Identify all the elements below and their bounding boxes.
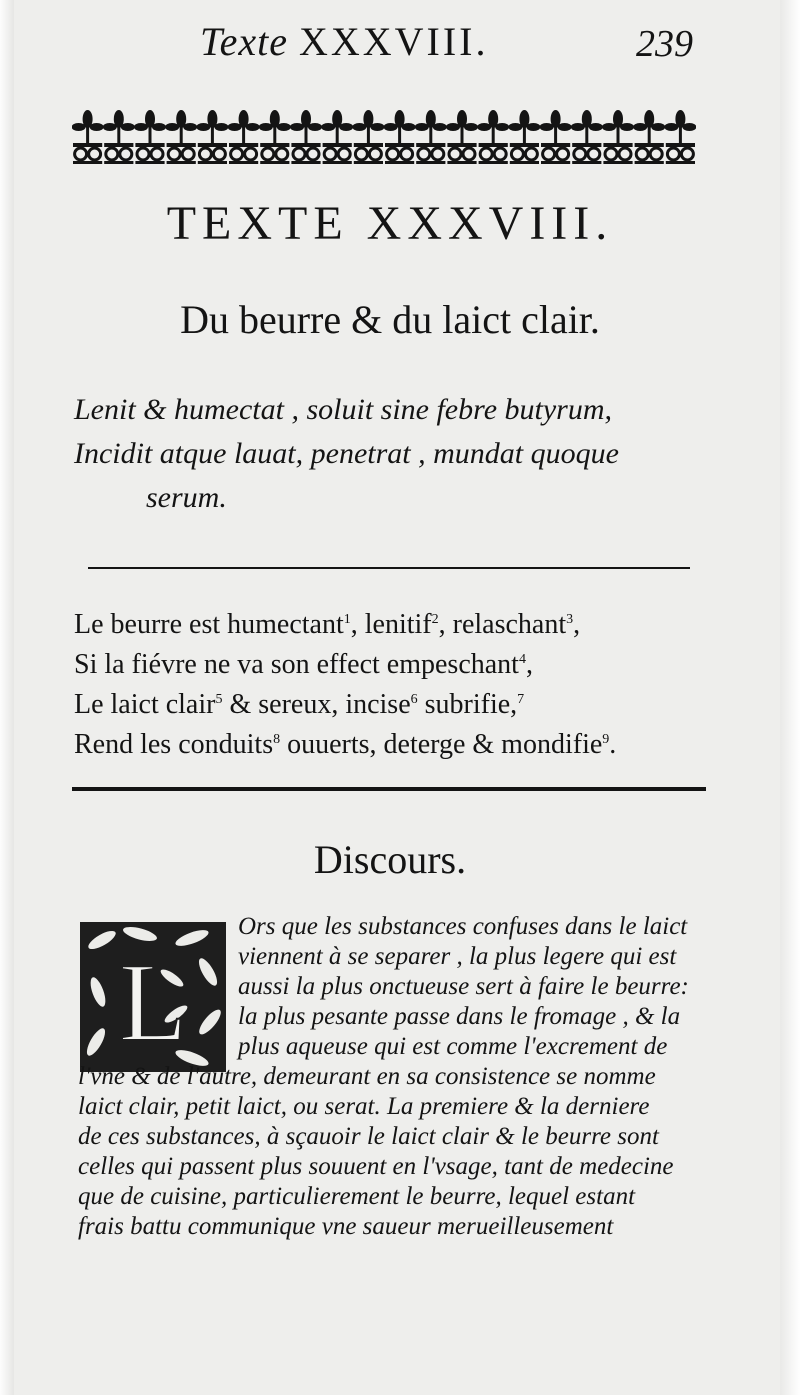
- divider-rule: [72, 787, 706, 791]
- body-line: Ors que les substances confuses dans le laict: [238, 913, 688, 940]
- fleuron-unit: [508, 110, 540, 164]
- footnote-ref: 1: [343, 612, 351, 627]
- footnote-ref: 2: [431, 612, 439, 627]
- french-verse-line: Si la fiévre ne va son effect empeschant$^4$,: [74, 649, 533, 680]
- divider-rule: [88, 567, 690, 569]
- page-title: TEXTE XXXVIII.: [166, 197, 614, 250]
- section-heading: Discours.: [313, 837, 467, 882]
- body-line: de ces substances, à sçauoir le laict clair & le beurre sont: [78, 1123, 659, 1150]
- latin-verse: [74, 388, 714, 520]
- french-verse: [74, 602, 714, 762]
- discours-paragraph: [78, 912, 708, 1242]
- footnote-ref: 5: [215, 692, 223, 707]
- running-head: [200, 18, 488, 65]
- running-head-numeral: XXXVIII.: [298, 19, 489, 64]
- fleuron-unit: [540, 110, 572, 164]
- body-line: la plus pesante passe dans le fromage , & la: [238, 1003, 681, 1030]
- french-verse-line: Rend les conduits$^8$ ouuerts, deterge & mondifie$^9$.: [74, 729, 617, 760]
- fleuron-unit: [321, 110, 353, 164]
- fleuron-unit: [290, 110, 322, 164]
- body-line: viennent à se separer , la plus legere qui est: [238, 943, 677, 970]
- french-verse-line: Le laict clair$^5$ & sereux, incise$^6$ subrifie,$^7$: [74, 689, 525, 720]
- fleuron-unit: [72, 110, 104, 164]
- fleuron-unit: [477, 110, 509, 164]
- body-line: aussi la plus onctueuse sert à faire le beurre:: [238, 973, 689, 1000]
- fleuron-unit: [384, 110, 416, 164]
- body-line: frais battu communique vne saueur merueilleusement: [78, 1213, 614, 1240]
- fleuron-unit: [446, 110, 478, 164]
- body-line: plus aqueuse qui est comme l'excrement de: [238, 1033, 668, 1060]
- fleuron-unit: [228, 110, 260, 164]
- footnote-ref: 6: [410, 692, 418, 707]
- running-head-prefix: Texte: [200, 19, 288, 64]
- fleuron-unit: [165, 110, 197, 164]
- fleuron-unit: [196, 110, 228, 164]
- page-number: 239: [636, 23, 693, 65]
- fleuron-unit: [415, 110, 447, 164]
- footnote-ref: 8: [273, 732, 281, 747]
- footnote-ref: 9: [602, 732, 610, 747]
- fleuron-unit: [103, 110, 135, 164]
- fleuron-unit: [602, 110, 634, 164]
- page-subtitle: Du beurre & du laict clair.: [180, 297, 600, 342]
- body-line: l'vne & de l'autre, demeurant en sa consistence se nomme: [78, 1063, 656, 1090]
- fleuron-unit: [633, 110, 665, 164]
- latin-verse-line: Lenit & humectat , soluit sine febre butyrum,: [74, 393, 612, 426]
- body-line: que de cuisine, particulierement le beurre, lequel estant: [78, 1183, 636, 1210]
- french-verse-line: Le beurre est humectant$^1$, lenitif$^2$, relaschant$^3$,: [74, 609, 581, 640]
- fleuron-unit: [571, 110, 603, 164]
- fleuron-unit: [259, 110, 291, 164]
- latin-verse-line: Incidit atque lauat, penetrat , mundat quoque: [74, 437, 619, 470]
- body-line: laict clair, petit laict, ou serat. La premiere & la derniere: [78, 1093, 650, 1120]
- fleuron-band-ornament: [72, 107, 696, 165]
- footnote-ref: 4: [518, 652, 526, 667]
- drop-cap-letter: L: [118, 941, 188, 1065]
- footnote-ref: 7: [517, 692, 525, 707]
- fleuron-unit: [134, 110, 166, 164]
- footnote-ref: 3: [566, 612, 574, 627]
- fleuron-unit: [352, 110, 384, 164]
- body-line: celles qui passent plus souuent en l'vsage, tant de medecine: [78, 1153, 674, 1180]
- latin-verse-line: serum.: [146, 481, 227, 514]
- fleuron-unit: [664, 110, 696, 164]
